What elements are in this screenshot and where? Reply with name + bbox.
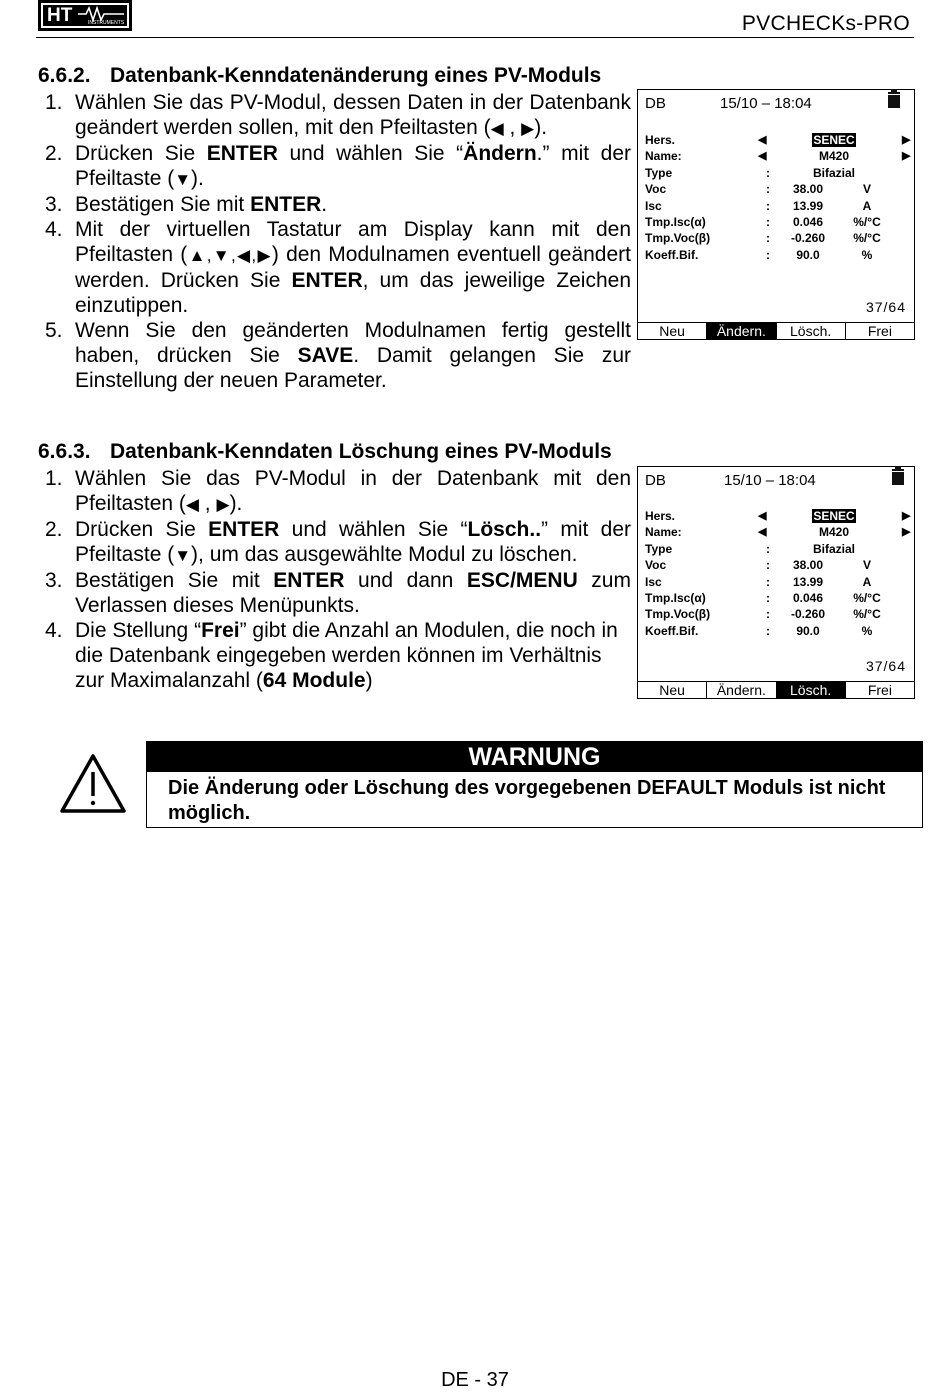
- list-item: 2. Drücken Sie ENTER und wählen Sie “Ändern.” mit der Pfeiltaste (▼).: [45, 142, 632, 190]
- warning-title: WARNUNG: [147, 742, 922, 772]
- table-row: Type : Bifazial: [638, 542, 914, 558]
- header-divider: [36, 37, 914, 38]
- battery-icon: [888, 92, 900, 108]
- type-value: Bifazial: [812, 165, 855, 180]
- list-item: 2. Drücken Sie ENTER und wählen Sie “Lösch..” mit der Pfeiltaste (▼), um das ausgewählte Modul zu löschen.: [45, 518, 631, 566]
- softkey-frei[interactable]: Frei: [845, 323, 914, 339]
- left-arrow-icon[interactable]: ◀: [758, 150, 767, 163]
- left-arrow-icon[interactable]: ◀: [758, 526, 767, 539]
- left-arrow-icon: ◀: [185, 495, 199, 514]
- isc-value: 13.99: [792, 574, 824, 589]
- right-arrow-icon: ▶: [521, 119, 535, 138]
- device-display-edit: [637, 89, 915, 340]
- table-row: Voc : 38.00 V: [645, 558, 871, 573]
- parameter-table: [638, 133, 914, 264]
- koeff-bif-value: 90.0: [796, 247, 820, 262]
- right-arrow-icon[interactable]: ▶: [902, 526, 911, 539]
- logo-subtext: INSTRUMENTS: [88, 20, 125, 26]
- softkey-bar: [638, 681, 914, 698]
- device-display-delete: [637, 466, 915, 699]
- parameter-table: [638, 509, 914, 640]
- section-title: Datenbank-Kenndaten Löschung eines PV-Moduls: [110, 440, 612, 463]
- softkey-neu[interactable]: Neu: [659, 682, 685, 698]
- list-item: 3. Bestätigen Sie mit ENTER.: [45, 193, 328, 216]
- table-row: Koeff.Bif. : 90.0 %: [645, 623, 873, 638]
- table-row: Tmp.Isc(α) : 0.046 %/°C: [645, 590, 881, 605]
- left-arrow-icon[interactable]: ◀: [758, 510, 767, 522]
- table-row: Tmp.Voc(β) : -0.260 %/°C: [645, 231, 881, 246]
- date-time: 15/10 – 18:04: [720, 95, 812, 112]
- table-row: Name: ◀ M420 ▶: [645, 525, 911, 540]
- steps-list-delete: [38, 466, 631, 693]
- table-row: Type : Bifazial: [638, 166, 914, 182]
- down-arrow-icon: ▼: [174, 170, 192, 189]
- section-heading-6-6-3: [38, 440, 612, 464]
- db-label: DB: [645, 472, 666, 489]
- table-row: Name: ◀ M420 ▶: [645, 149, 911, 164]
- db-label: DB: [645, 95, 666, 112]
- logo-text: HT: [47, 5, 73, 26]
- softkey-loesch[interactable]: Lösch.: [776, 323, 845, 339]
- table-row: Isc : 13.99 A: [645, 574, 872, 589]
- left-arrow-icon: ◀: [490, 119, 504, 138]
- table-row: Hers. ◀ SENEC ▶: [645, 509, 911, 523]
- left-arrow-icon[interactable]: ◀: [758, 134, 767, 146]
- date-time: 15/10 – 18:04: [724, 472, 816, 489]
- softkey-aendern[interactable]: Ändern.: [706, 682, 775, 698]
- list-item: 1. Wählen Sie das PV-Modul, dessen Daten in der Datenbank geändert werden sollen, mit den Pfeiltasten (◀ , ▶).: [45, 91, 631, 139]
- section-title: Datenbank-Kenndatenänderung eines PV-Moduls: [110, 64, 602, 87]
- document-title: PVCHECKs-PRO: [741, 12, 910, 35]
- isc-value: 13.99: [792, 198, 824, 213]
- right-arrow-icon[interactable]: ▶: [902, 150, 911, 163]
- softkey-aendern[interactable]: Ändern.: [706, 323, 775, 339]
- softkey-loesch[interactable]: Lösch.: [776, 682, 845, 698]
- type-value: Bifazial: [812, 541, 855, 556]
- table-row: Voc : 38.00 V: [645, 182, 871, 197]
- module-name-value: M420: [818, 525, 850, 540]
- ht-logo: [38, 0, 132, 31]
- table-row: Isc : 13.99 A: [645, 198, 872, 213]
- tmp-voc-value: -0.260: [790, 607, 826, 622]
- right-arrow-icon[interactable]: ▶: [902, 510, 911, 522]
- arrow-keys-icon: ▲,▼,◀,▶: [187, 246, 272, 265]
- list-item: 1. Wählen Sie das PV-Modul in der Datenbank mit den Pfeiltasten (◀ , ▶).: [45, 467, 631, 515]
- battery-icon: [892, 469, 904, 485]
- tmp-isc-value: 0.046: [792, 590, 824, 605]
- manufacturer-value[interactable]: SENEC: [813, 133, 855, 147]
- table-row: Tmp.Voc(β) : -0.260 %/°C: [645, 607, 881, 622]
- table-row: Hers. ◀ SENEC ▶: [645, 133, 911, 147]
- softkey-frei[interactable]: Frei: [845, 682, 914, 698]
- section-heading-6-6-2: [38, 64, 601, 88]
- tmp-voc-value: -0.260: [790, 231, 826, 246]
- warning-triangle-icon: [60, 754, 126, 814]
- display-topbar: [638, 90, 914, 117]
- koeff-bif-value: 90.0: [796, 623, 820, 638]
- voc-value: 38.00: [792, 182, 824, 197]
- softkey-neu[interactable]: Neu: [659, 323, 685, 339]
- module-counter: 37/64: [865, 658, 906, 674]
- list-item: 4. Die Stellung “Frei” gibt die Anzahl an Modulen, die noch in die Datenbank eingegeben werden können im Verhältnis zur Maximalanzahl (64 Module): [45, 619, 618, 692]
- steps-list-edit: [38, 90, 631, 393]
- module-name-value: M420: [818, 149, 850, 164]
- module-counter: 37/64: [865, 299, 906, 315]
- section-number: 6.6.3.: [38, 440, 91, 463]
- right-arrow-icon: ▶: [216, 495, 230, 514]
- table-row: Tmp.Isc(α) : 0.046 %/°C: [645, 214, 881, 229]
- section-number: 6.6.2.: [38, 64, 91, 87]
- list-item: 3. Bestätigen Sie mit ENTER und dann ESC/MENU zum Verlassen dieses Menüpunkts.: [45, 569, 631, 617]
- warning-box: [146, 741, 923, 828]
- warning-text: Die Änderung oder Löschung des vorgegebenen DEFAULT Moduls ist nicht möglich.: [168, 777, 886, 824]
- down-arrow-icon: ▼: [174, 546, 192, 565]
- table-row: Koeff.Bif. : 90.0 %: [645, 247, 873, 262]
- manufacturer-value[interactable]: SENEC: [813, 509, 855, 523]
- softkey-bar: [638, 322, 914, 339]
- tmp-isc-value: 0.046: [792, 214, 824, 229]
- right-arrow-icon[interactable]: ▶: [902, 134, 911, 146]
- voc-value: 38.00: [792, 558, 824, 573]
- list-item: 5. Wenn Sie den geänderten Modulnamen fertig gestellt haben, drücken Sie SAVE. Damit gelangen Sie zur Einstellung der neuen Parameter.: [45, 319, 631, 392]
- page-number: DE - 37: [441, 1369, 509, 1391]
- display-topbar: [638, 467, 914, 494]
- list-item: 4. Mit der virtuellen Tastatur am Display kann mit den Pfeiltasten (▲,▼,◀,▶) den Modulnamen eventuell geändert werden. Drücken Sie ENTER, um das jeweilige Zeichen einzutippen.: [45, 218, 631, 317]
